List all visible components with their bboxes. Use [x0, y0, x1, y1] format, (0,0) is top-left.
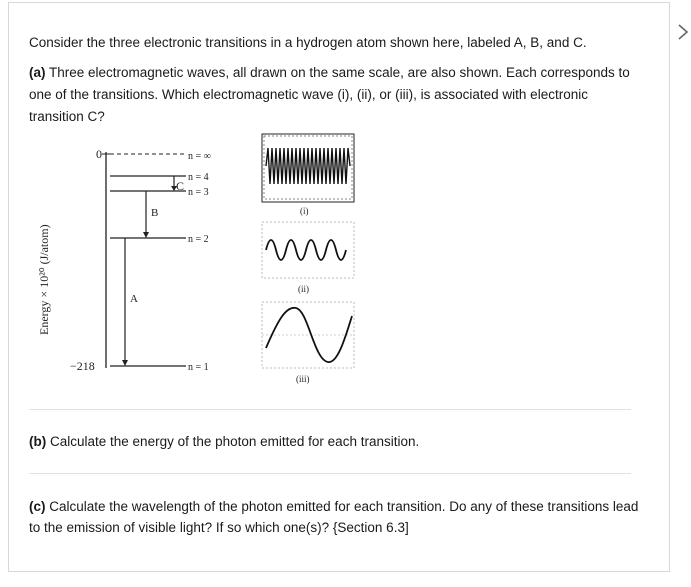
- part-a: [29, 62, 639, 128]
- question-intro: Consider the three electronic transitions in a hydrogen atom shown here, labeled A, B, and C.: [29, 35, 587, 50]
- level-n2-label: n = 2: [188, 234, 209, 245]
- level-n4-label: n = 4: [188, 172, 209, 183]
- chevron-right-icon[interactable]: [676, 22, 690, 42]
- energy-label-top: 0: [96, 147, 102, 161]
- part-a-label: (a): [29, 65, 46, 80]
- level-n3-label: n = 3: [188, 187, 209, 198]
- wave-ii-panel: [262, 222, 354, 294]
- divider-2: [29, 473, 631, 474]
- level-n-infinity-label: n = ∞: [188, 151, 211, 162]
- part-c-text: Calculate the wavelength of the photon emitted for each transition. Do any of these transitions lead to the emission of visible light? If so which one(s)? {Section 6.3]: [29, 499, 639, 535]
- divider-1: [29, 409, 631, 410]
- transition-b-label: B: [151, 207, 159, 219]
- energy-label-bottom: −218: [70, 359, 95, 373]
- hydrogen-energy-diagram: [26, 130, 366, 390]
- wave-iii-panel: [262, 302, 354, 384]
- part-c: [29, 496, 641, 538]
- part-b-label: (b): [29, 434, 47, 449]
- part-b: [29, 432, 419, 452]
- part-c-label: (c): [29, 499, 46, 514]
- wave-iii-label: (iii): [296, 374, 310, 384]
- wave-ii-label: (ii): [298, 284, 309, 294]
- part-b-text: Calculate the energy of the photon emitted for each transition.: [46, 434, 420, 449]
- wave-i-label: (i): [300, 206, 309, 216]
- y-axis-label: Energy × 10²⁰ (J/atom): [37, 224, 51, 335]
- wave-i-panel: [262, 134, 354, 216]
- transition-a-label: A: [130, 293, 138, 305]
- transition-c-label: C: [176, 179, 185, 193]
- level-n1-label: n = 1: [188, 362, 209, 373]
- part-a-text: Three electromagnetic waves, all drawn on the same scale, are also shown. Each corresponds to one of the transitions. Which electromagnetic wave (i), (ii), or (iii), is associated with electronic transition C?: [29, 65, 630, 124]
